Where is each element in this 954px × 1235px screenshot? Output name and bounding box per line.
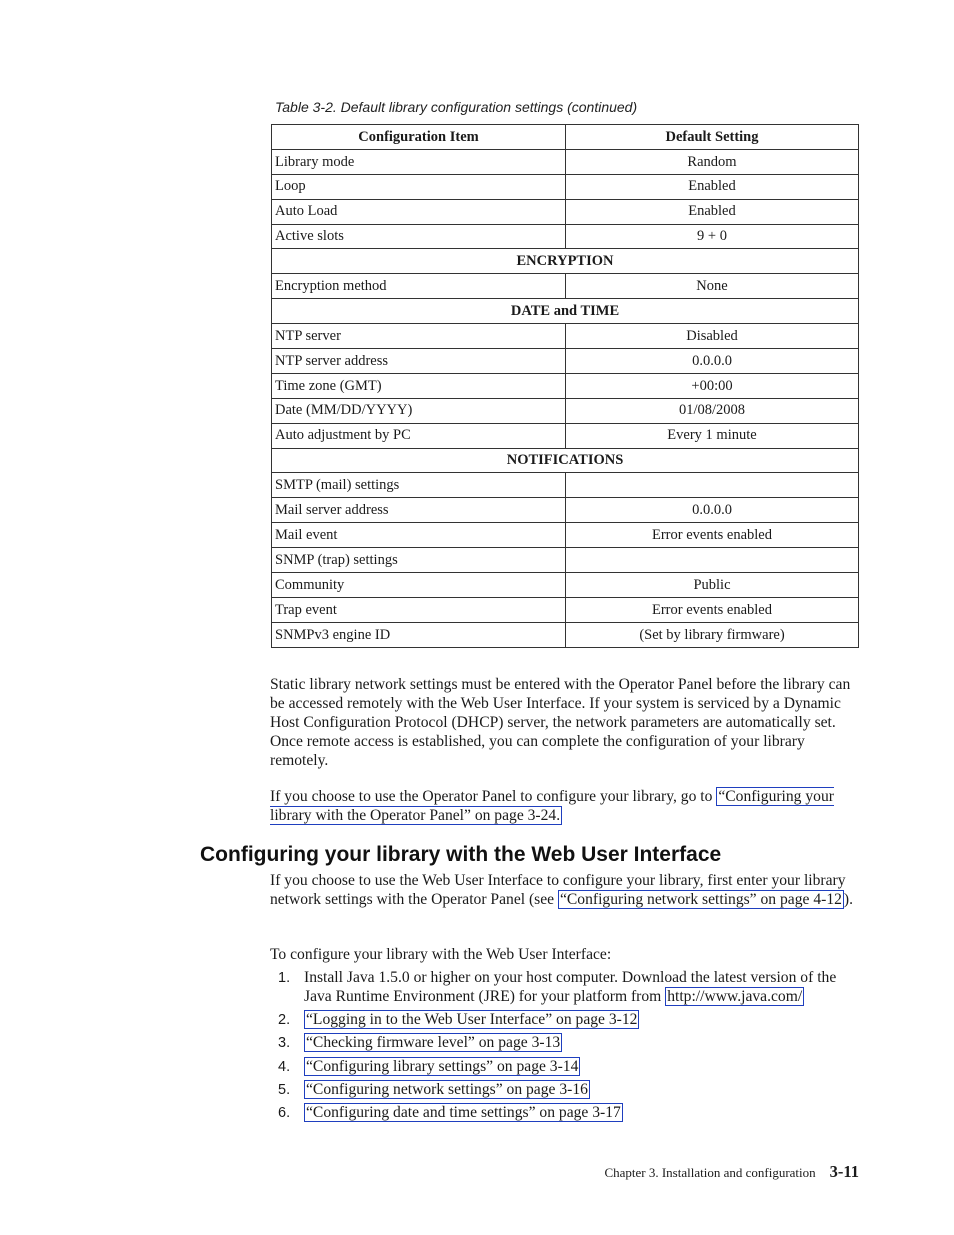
- config-item-cell: Auto Load: [272, 199, 566, 224]
- section-label: ENCRYPTION: [272, 249, 859, 274]
- column-header-setting: Default Setting: [566, 125, 859, 150]
- default-setting-cell: [566, 548, 859, 573]
- list-item: [270, 1104, 855, 1123]
- config-item-cell: Community: [272, 573, 566, 598]
- link-checking-firmware[interactable]: “Checking firmware level” on page 3-13: [306, 1034, 561, 1052]
- step-number: 3.: [278, 1035, 291, 1052]
- default-setting-cell: Error events enabled: [566, 597, 859, 622]
- table-row: [272, 224, 859, 249]
- table-row: [272, 473, 859, 498]
- default-setting-cell: Error events enabled: [566, 523, 859, 548]
- paragraph-steps-intro: To configure your library with the Web User Interface:: [270, 946, 612, 963]
- step-number: 5.: [278, 1081, 291, 1098]
- table-section-row: [272, 448, 859, 473]
- config-table: [271, 124, 859, 648]
- config-item-cell: SNMPv3 engine ID: [272, 622, 566, 647]
- list-item: [270, 1058, 855, 1077]
- default-setting-cell: Public: [566, 573, 859, 598]
- link-operator-panel[interactable]: “Configuring your library with the Operator Panel” on page 3-24.: [270, 788, 834, 824]
- table-row: [272, 423, 859, 448]
- table-row: [272, 523, 859, 548]
- table-row: [272, 548, 859, 573]
- table-caption: Table 3-2. Default library configuration settings (continued): [275, 99, 638, 115]
- config-item-cell: SMTP (mail) settings: [272, 473, 566, 498]
- section-heading: Configuring your library with the Web User Interface: [200, 843, 722, 866]
- step-text: Install Java 1.5.0 or higher on your host computer. Download the latest version of the Java Runtime Environment (JRE) for your platform from: [304, 969, 837, 1005]
- config-item-cell: Library mode: [272, 149, 566, 174]
- step-number: 2.: [278, 1012, 291, 1029]
- column-header-item: Configuration Item: [272, 125, 566, 150]
- table-row: [272, 274, 859, 299]
- config-item-cell: Date (MM/DD/YYYY): [272, 398, 566, 423]
- page-number: 3-11: [829, 1162, 859, 1181]
- list-item: [270, 1081, 855, 1100]
- paragraph-text-end: ).: [843, 890, 854, 908]
- table-row: [272, 174, 859, 199]
- list-item: [270, 969, 855, 1007]
- table-body: [272, 149, 859, 647]
- step-number: 6.: [278, 1104, 291, 1121]
- table-header-row: [272, 125, 859, 150]
- step-number: 1.: [278, 970, 291, 986]
- default-setting-cell: Enabled: [566, 199, 859, 224]
- default-setting-cell: +00:00: [566, 373, 859, 398]
- chapter-title: Chapter 3. Installation and configuration: [604, 1165, 816, 1180]
- default-setting-cell: [566, 473, 859, 498]
- config-item-cell: Loop: [272, 174, 566, 199]
- section-label: NOTIFICATIONS: [272, 448, 859, 473]
- config-item-cell: Mail server address: [272, 498, 566, 523]
- list-item: [270, 1034, 855, 1053]
- default-setting-cell: (Set by library firmware): [566, 622, 859, 647]
- table-row: [272, 498, 859, 523]
- paragraph-text: If you choose to use the Operator Panel to configure your library, go to: [270, 788, 717, 805]
- list-item: [270, 1011, 855, 1030]
- default-setting-cell: 0.0.0.0: [566, 498, 859, 523]
- default-setting-cell: Random: [566, 149, 859, 174]
- table-row: [272, 622, 859, 647]
- table-row: [272, 349, 859, 374]
- table-row: [272, 149, 859, 174]
- table-row: [272, 324, 859, 349]
- table-section-row: [272, 249, 859, 274]
- config-item-cell: Time zone (GMT): [272, 373, 566, 398]
- link-library-settings[interactable]: “Configuring library settings” on page 3-14: [306, 1057, 579, 1075]
- config-item-cell: NTP server: [272, 324, 566, 349]
- table-section-row: [272, 299, 859, 324]
- table-row: [272, 373, 859, 398]
- config-item-cell: Trap event: [272, 597, 566, 622]
- config-item-cell: Active slots: [272, 224, 566, 249]
- default-setting-cell: 9 + 0: [566, 224, 859, 249]
- steps-list: [270, 969, 855, 1127]
- table-row: [272, 597, 859, 622]
- config-item-cell: SNMP (trap) settings: [272, 548, 566, 573]
- link-network-settings-step[interactable]: “Configuring network settings” on page 3-16: [306, 1080, 588, 1098]
- paragraph-text: If you choose to use the Web User Interface to configure your library, first enter your library network settings with the Operator Panel (see: [270, 872, 846, 908]
- step-number: 4.: [278, 1058, 291, 1075]
- table-row: [272, 573, 859, 598]
- table-row: [272, 398, 859, 423]
- default-setting-cell: Every 1 minute: [566, 423, 859, 448]
- section-label: DATE and TIME: [272, 299, 859, 324]
- paragraph-web-ui-intro: [270, 872, 855, 910]
- default-setting-cell: Disabled: [566, 324, 859, 349]
- table-row: [272, 199, 859, 224]
- default-setting-cell: None: [566, 274, 859, 299]
- paragraph-network-settings: Static library network settings must be entered with the Operator Panel before the library can be accessed remotely with the Web User Interface. If your system is serviced by a Dynamic Host Configuration Protocol (DHCP) server, the network parameters are automatically set. Once remote access is established, you can complete the configuration of your library remotely.: [270, 676, 851, 769]
- default-setting-cell: Enabled: [566, 174, 859, 199]
- default-setting-cell: 01/08/2008: [566, 398, 859, 423]
- config-item-cell: Encryption method: [272, 274, 566, 299]
- config-item-cell: NTP server address: [272, 349, 566, 374]
- config-item-cell: Mail event: [272, 523, 566, 548]
- link-network-settings[interactable]: “Configuring network settings” on page 4-12: [559, 890, 842, 908]
- default-setting-cell: 0.0.0.0: [566, 349, 859, 374]
- paragraph-operator-panel: [270, 788, 855, 826]
- link-logging-in[interactable]: “Logging in to the Web User Interface” on page 3-12: [306, 1011, 638, 1029]
- config-item-cell: Auto adjustment by PC: [272, 423, 566, 448]
- link-java-download[interactable]: http://www.java.com/: [667, 987, 803, 1005]
- page-footer: [604, 1162, 859, 1182]
- link-date-time-settings[interactable]: “Configuring date and time settings” on page 3-17: [306, 1103, 621, 1121]
